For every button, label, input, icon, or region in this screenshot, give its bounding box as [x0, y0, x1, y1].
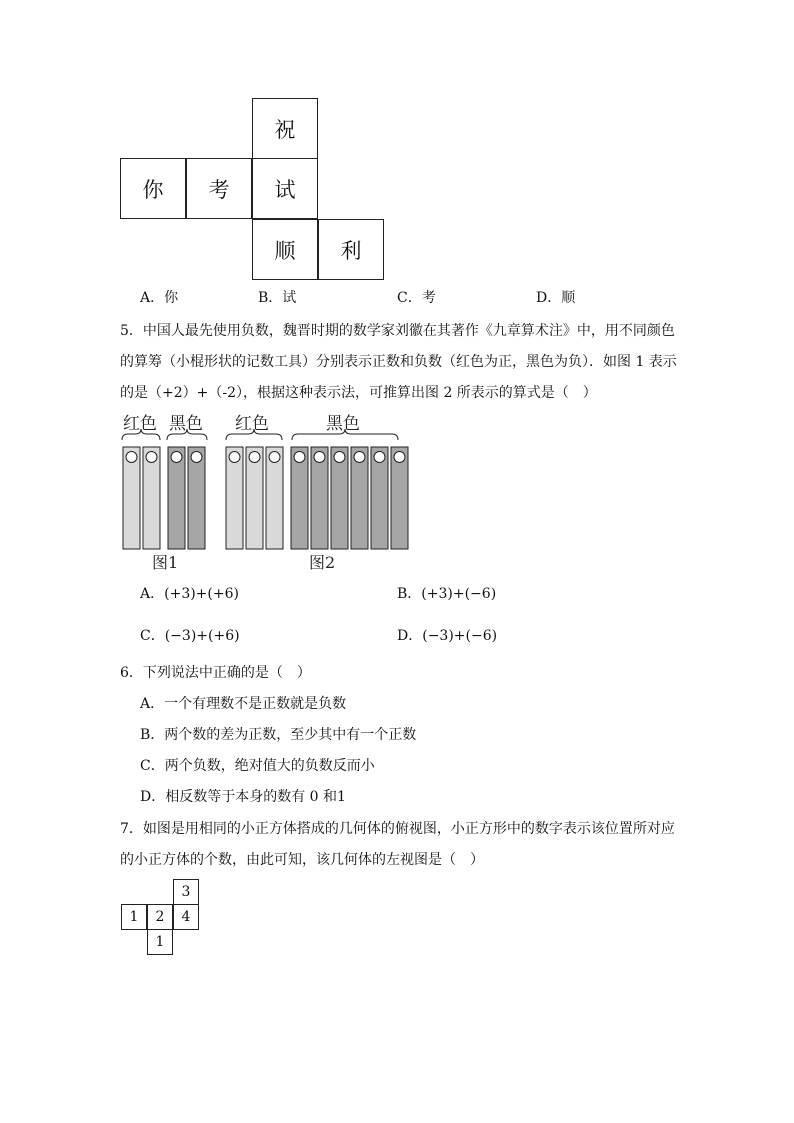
q6-stem: 6．下列说法中正确的是（ ） [120, 665, 311, 681]
fig1-black-label: 黑色 [169, 414, 203, 434]
fig1-black-rod-2-hole [191, 452, 202, 463]
fig1-black-rod-1-hole [171, 452, 182, 463]
fig2-black-rod-4-hole [354, 452, 365, 463]
fig2-black-rod-3-hole [334, 452, 345, 463]
fig2-black-rod-2-hole [314, 452, 325, 463]
q7-stem-line-1: 7．如图是用相同的小正方体搭成的几何体的俯视图，小正方形中的数字表示该位置所对应 [120, 821, 675, 837]
q5-stem-line-3: 的是（+2）+（-2），根据这种表示法，可推算出图 2 所表示的算式是（ ） [120, 385, 597, 401]
fig2-black-rod-6-hole [394, 452, 405, 463]
grid-cell-top-right: 3 [173, 879, 199, 905]
grid-cell-bottom-center: 1 [147, 929, 173, 955]
q5-option-c-letter: C． [140, 628, 165, 644]
q5-option-a-letter: A． [140, 586, 165, 602]
fig1-red-rod-2-hole [146, 452, 157, 463]
q5-option-b[interactable] [397, 587, 496, 601]
q5-stem-line-1: 5．中国人最先使用负数，魏晋时期的数学家刘徽在其著作《九章算术注》中，用不同颜色 [120, 323, 675, 339]
fig2-red-rod-2-hole [249, 452, 260, 463]
rods-layer [123, 447, 408, 549]
fig2-black-rod-1-hole [294, 452, 305, 463]
net-cell-shi: 试 [252, 158, 318, 219]
q5-option-d-expr: (−3)+(−6) [422, 628, 498, 644]
q6-option-d[interactable]: D．相反数等于本身的数有 0 和1 [140, 789, 346, 805]
net-cell-li: 利 [318, 219, 384, 280]
q5-option-c[interactable] [140, 629, 240, 643]
net-cell-ni: 你 [120, 158, 186, 219]
q4-option-b[interactable]: B．试 [258, 290, 297, 306]
net-cell-zhu: 祝 [252, 98, 318, 159]
fig2-red-label: 红色 [235, 414, 269, 434]
grid-cell-middle-left: 1 [121, 904, 147, 930]
q5-option-d-letter: D． [397, 628, 423, 644]
q5-option-a[interactable] [140, 587, 239, 601]
q5-option-b-expr: (+3)+(−6) [421, 586, 497, 602]
q4-option-d[interactable]: D．顺 [536, 290, 576, 306]
fig2-red-rod-3-hole [269, 452, 280, 463]
q6-option-c[interactable]: C．两个负数，绝对值大的负数反而小 [140, 758, 375, 774]
q5-option-d[interactable] [397, 629, 497, 643]
grid-cell-middle-right: 4 [173, 904, 199, 930]
net-cell-kao: 考 [186, 158, 252, 219]
fig2-red-rod-1-hole [229, 452, 240, 463]
q5-stem-line-2: 的算筹（小棍形状的记数工具）分别表示正数和负数（红色为正，黑色为负）．如图 1 表示 [120, 354, 677, 370]
fig1-red-rod-1-hole [126, 452, 137, 463]
q6-option-b[interactable]: B．两个数的差为正数，至少其中有一个正数 [140, 727, 417, 743]
net-cell-shun: 顺 [252, 219, 318, 280]
fig2-caption: 图2 [309, 553, 336, 572]
fig1-red-label: 红色 [123, 414, 157, 434]
q4-option-a[interactable]: A．你 [140, 290, 179, 306]
grid-cell-middle-center: 2 [147, 904, 173, 930]
fig2-black-rod-5-hole [374, 452, 385, 463]
q5-option-a-expr: (+3)+(+6) [164, 586, 239, 602]
q5-option-b-letter: B． [397, 586, 422, 602]
q6-option-a[interactable]: A．一个有理数不是正数就是负数 [140, 696, 347, 712]
q7-stem-line-2: 的小正方体的个数，由此可知，该几何体的左视图是（ ） [120, 852, 484, 868]
q5-option-c-expr: (−3)+(+6) [164, 628, 240, 644]
q4-option-c[interactable]: C．考 [397, 290, 436, 306]
fig1-caption: 图1 [152, 553, 179, 572]
fig2-black-label: 黑色 [326, 414, 360, 434]
